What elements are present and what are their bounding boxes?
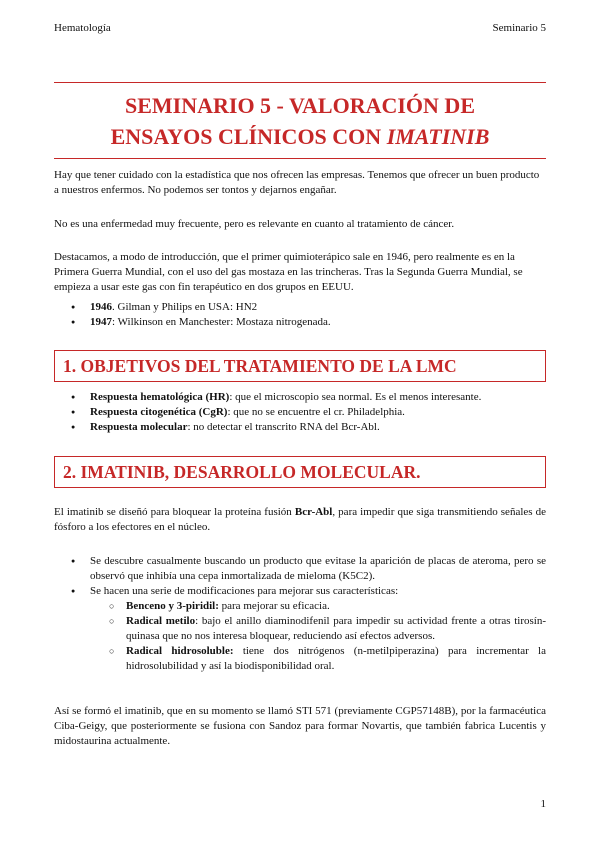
title-line-2-text: ENSAYOS CLÍNICOS CON	[110, 124, 387, 149]
title-bottom-rule	[54, 158, 546, 159]
header-seminar: Seminario 5	[492, 22, 546, 34]
title-top-rule	[54, 82, 546, 83]
list-item: ● 1947: Wilkinson en Manchester: Mostaza nitrogenada.	[54, 315, 546, 330]
title-drug-name: IMATINIB	[386, 124, 490, 149]
section-1-heading: 1. OBJETIVOS DEL TRATAMIENTO DE LA LMC	[54, 350, 546, 382]
list-item: ● Respuesta citogenética (CgR): que no se encuentre el cr. Philadelphia.	[54, 405, 546, 420]
intro-paragraph-3: Destacamos, a modo de introducción, que el primer quimioterápico sale en 1946, pero realmente es en la Primera Guerra Mundial, con el uso del gas mostaza en las trincheras. Tras la Segunda Guerra Mundial, se empieza a usar este gas con fin terapéutico en dos grupos en EEUU.	[54, 251, 523, 293]
imatinib-paragraph-1: El imatinib se diseñó para bloquear la proteína fusión Bcr-Abl, para impedir que siga transmitiendo señales de fósforo a los efectores en el núcleo.	[54, 506, 546, 533]
imatinib-paragraph-2: Así se formó el imatinib, que en su momento se llamó STI 571 (previamente CGP57148B), por la farmacéutica Ciba-Geigy, que posteriormente se fusiona con Sandoz para formar Novartis, que también fabrica Lucentis y midostaurina actualmente.	[54, 705, 546, 747]
page-number: 1	[540, 798, 546, 810]
title-line-2	[54, 121, 546, 152]
intro-paragraph-2: No es una enfermedad muy frecuente, pero es relevante en cuanto al tratamiento de cáncer.	[54, 218, 455, 230]
development-list	[54, 554, 546, 674]
page-title	[54, 90, 546, 152]
intro-paragraph-1: Hay que tener cuidado con la estadística que nos ofrecen las empresas. Tenemos que ofrecer un buen producto a nuestros enfermos. No podemos ser tontos y dejarnos engañar.	[54, 169, 540, 196]
header-subject: Hematología	[54, 22, 111, 34]
title-line-1: SEMINARIO 5 - VALORACIÓN DE	[124, 93, 475, 118]
section-2-heading: 2. IMATINIB, DESARROLLO MOLECULAR.	[54, 456, 546, 488]
sub-list-item: ○ Radical metilo: bajo el anillo diaminodifenil para impedir su actividad frente a otras tirosín-quinasa que no nos interesa bloquear, reduciendo así efectos adversos.	[54, 614, 546, 644]
list-item: ● Respuesta hematológica (HR): que el microscopio sea normal. Es el menos interesante.	[54, 390, 546, 405]
list-item: ● Se descubre casualmente buscando un producto que evitase la aparición de placas de ateroma, pero se observó que inhibía una cepa inmortalizada de mieloma (K5C2).	[54, 554, 546, 584]
list-item: ● Respuesta molecular: no detectar el transcrito RNA del Bcr-Abl.	[54, 420, 546, 435]
sub-list-item: ○ Benceno y 3-piridil: para mejorar su eficacia.	[54, 599, 546, 614]
sub-list-item: ○ Radical hidrosoluble: tiene dos nitrógenos (n-metilpiperazina) para incrementar la hidrosolubilidad y así la biodisponibilidad oral.	[54, 644, 546, 674]
objectives-list	[54, 390, 546, 435]
running-header	[54, 22, 546, 34]
history-list	[54, 300, 546, 330]
list-item: ● Se hacen una serie de modificaciones para mejorar sus características:	[54, 584, 546, 599]
list-item: ● 1946. Gilman y Philips en USA: HN2	[54, 300, 546, 315]
